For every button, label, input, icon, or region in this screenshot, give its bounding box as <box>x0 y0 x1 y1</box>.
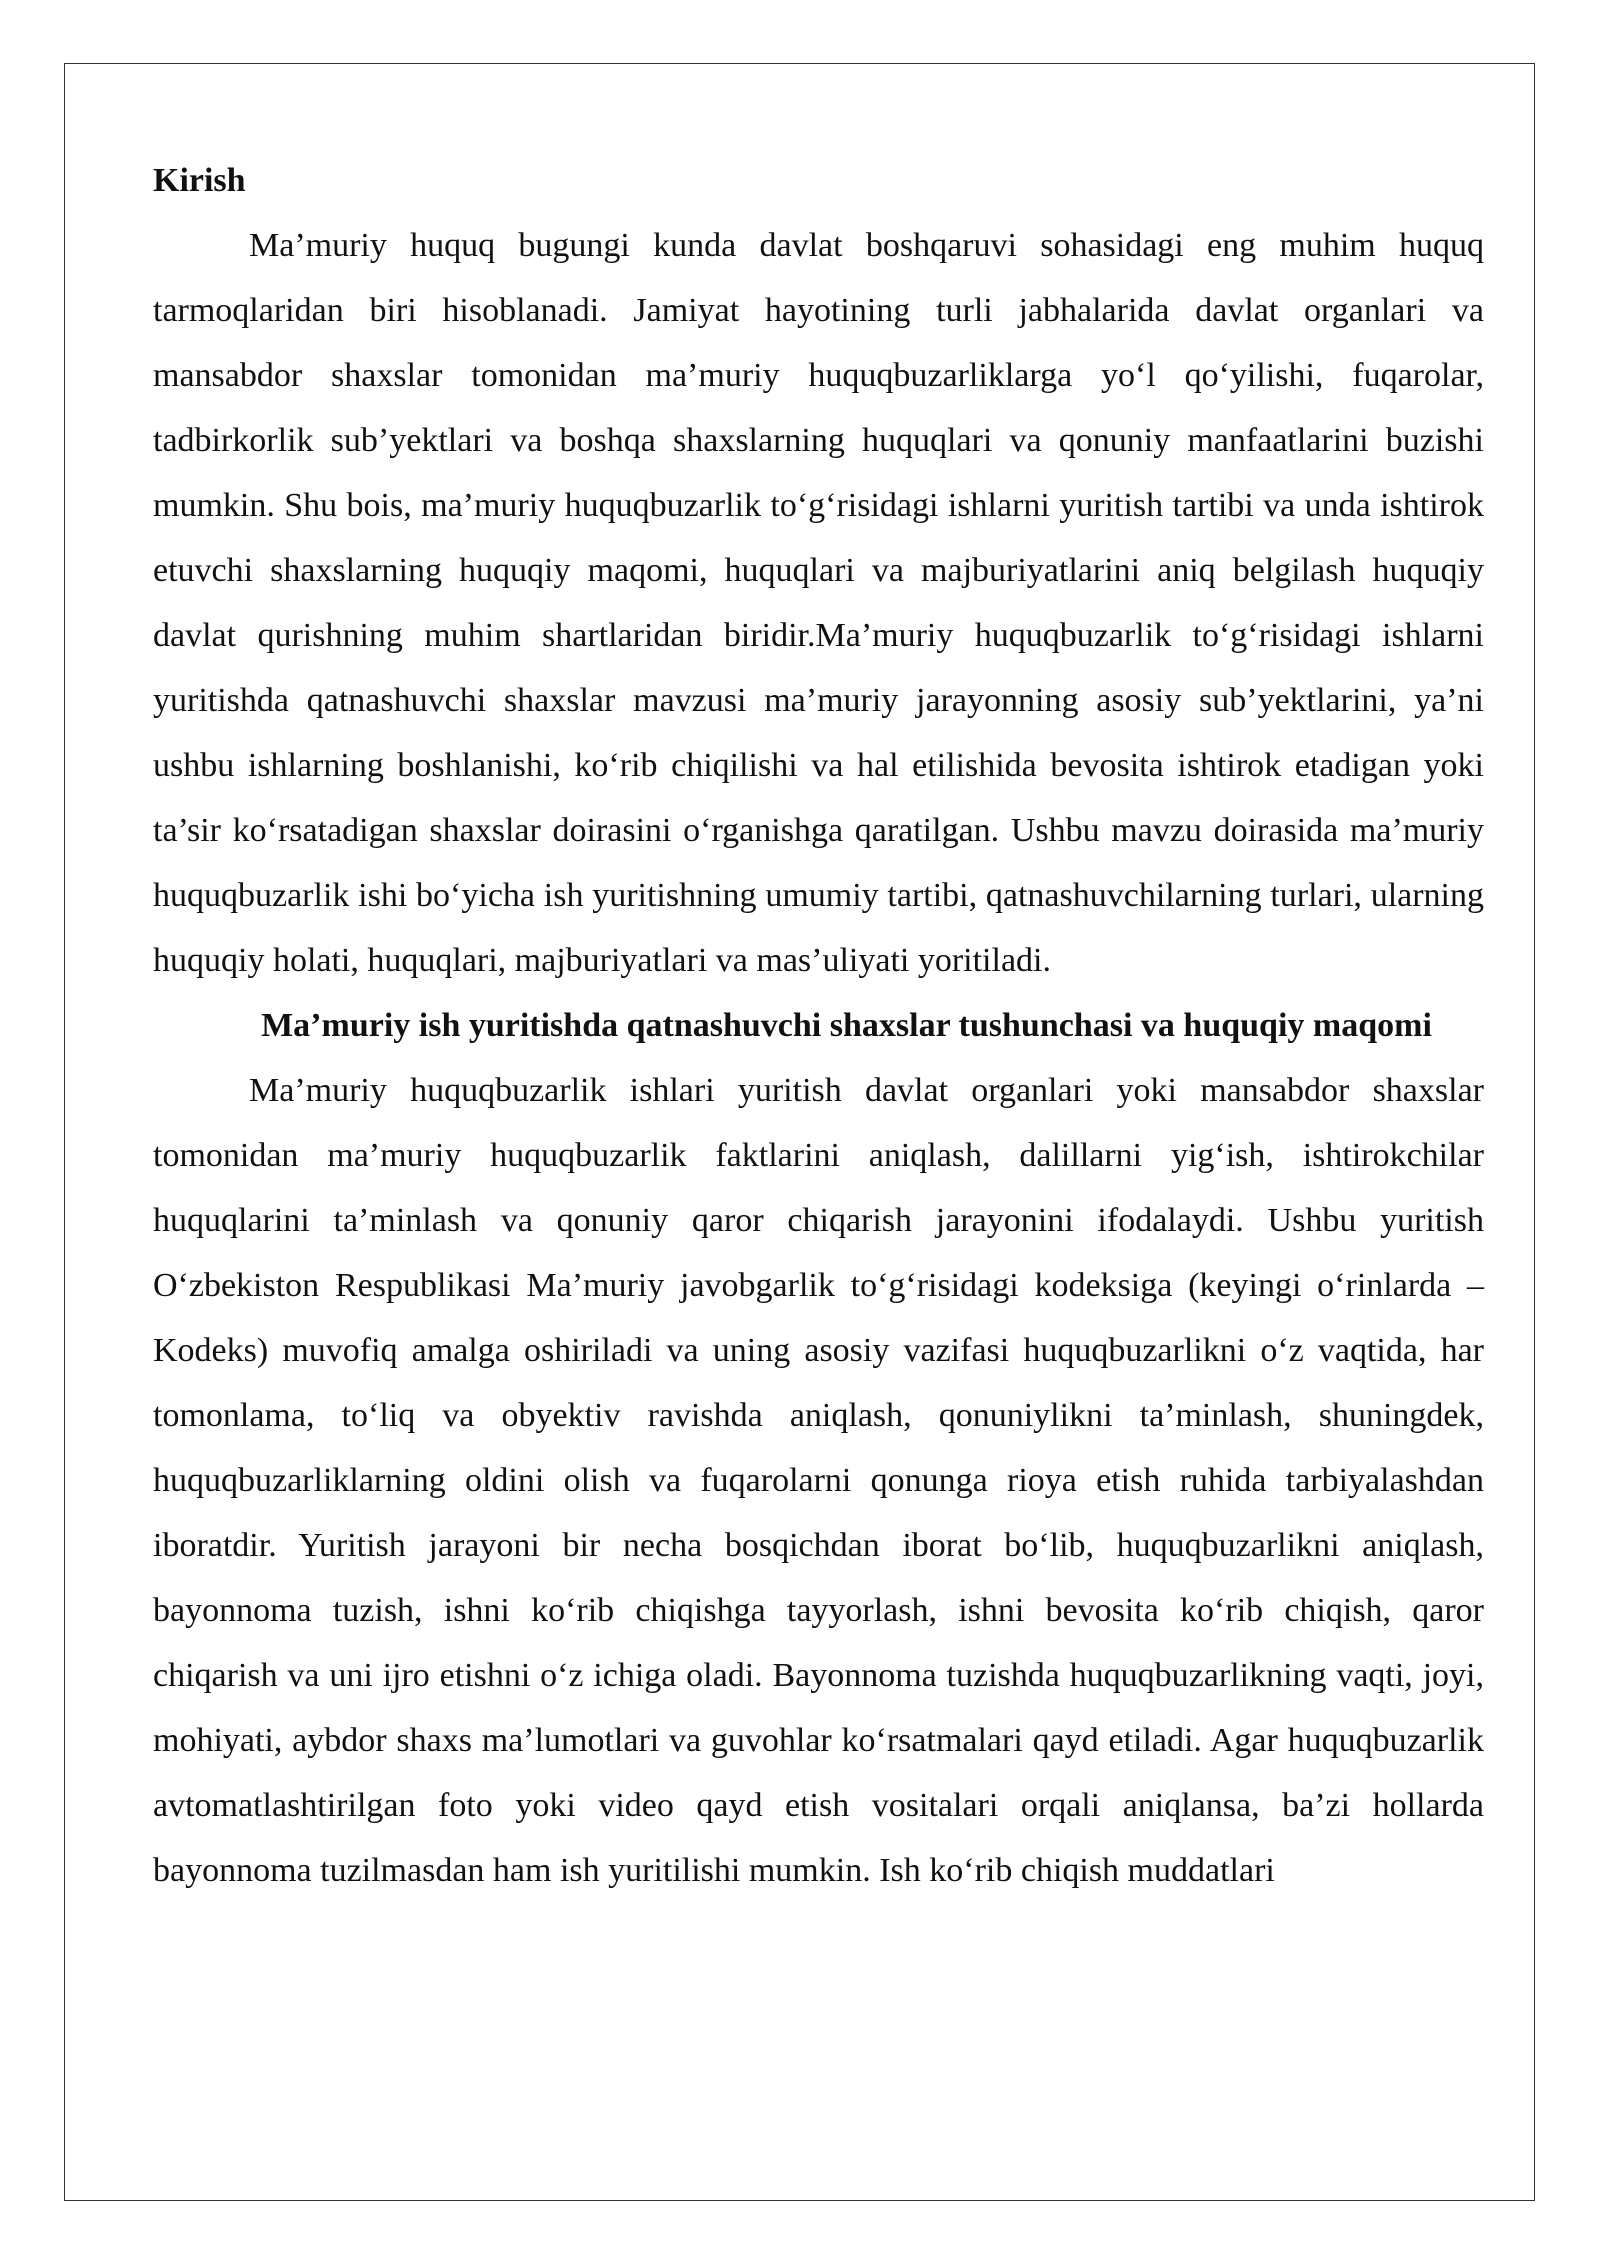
intro-heading: Kirish <box>153 162 246 199</box>
intro-paragraph: Ma’muriy huquq bugungi kunda davlat boshqaruvi sohasidagi eng muhim huquq tarmoqlaridan biri hisoblanadi. Jamiyat hayotining turli jabhalarida davlat organlari va mansabdor shaxslar tomonidan ma’muriy huquqbuzarliklarga yo‘l qo‘yilishi, fuqarolar, tadbirkorlik sub’yektlari va boshqa shaxslarning huquqlari va qonuniy manfaatlarini buzishi mumkin. Shu bois, ma’muriy huquqbuzarlik to‘g‘risidagi ishlarni yuritish tartibi va unda ishtirok etuvchi shaxslarning huquqiy maqomi, huquqlari va majburiyatlarini aniq belgilash huquqiy davlat qurishning muhim shartlaridan biridir.Ma’muriy huquqbuzarlik to‘g‘risidagi ishlarni yuritishda qatnashuvchi shaxslar mavzusi ma’muriy jarayonning asosiy sub’yektlarini, ya’ni ushbu ishlarning boshlanishi, ko‘rib chiqilishi va hal etilishida bevosita ishtirok etadigan yoki ta’sir ko‘rsatadigan shaxslar doirasini o‘rganishga qaratilgan. Ushbu mavzu doirasida ma’muriy huquqbuzarlik ishi bo‘yicha ish yuritishning umumiy tartibi, qatnashuvchilarning turlari, ularning huquqiy holati, huquqlari, majburiyatlari va mas’uliyati yoritiladi. <box>153 227 1484 979</box>
section-paragraph: Ma’muriy huquqbuzarlik ishlari yuritish davlat organlari yoki mansabdor shaxslar tomonidan ma’muriy huquqbuzarlik faktlarini aniqlash, dalillarni yig‘ish, ishtirokchilar huquqlarini ta’minlash va qonuniy qaror chiqarish jarayonini ifodalaydi. Ushbu yuritish O‘zbekiston Respublikasi Ma’muriy javobgarlik to‘g‘risidagi kodeksiga (keyingi o‘rinlarda – Kodeks) muvofiq amalga oshiriladi va uning asosiy vazifasi huquqbuzarlikni o‘z vaqtida, har tomonlama, to‘liq va obyektiv ravishda aniqlash, qonuniylikni ta’minlash, shuningdek, huquqbuzarliklarning oldini olish va fuqarolarni qonunga rioya etish ruhida tarbiyalashdan iboratdir. Yuritish jarayoni bir necha bosqichdan iborat bo‘lib, huquqbuzarlikni aniqlash, bayonnoma tuzish, ishni ko‘rib chiqishga tayyorlash, ishni bevosita ko‘rib chiqish, qaror chiqarish va uni ijro etishni o‘z ichiga oladi. Bayonnoma tuzishda huquqbuzarlikning vaqti, joyi, mohiyati, aybdor shaxs ma’lumotlari va guvohlar ko‘rsatmalari qayd etiladi. Agar huquqbuzarlik avtomatlashtirilgan foto yoki video qayd etish vositalari orqali aniqlansa, ba’zi hollarda bayonnoma tuzilmasdan ham ish yuritilishi mumkin. Ish ko‘rib chiqish muddatlari <box>153 1072 1484 1889</box>
section-heading: Ma’muriy ish yuritishda qatnashuvchi shaxslar tushunchasi va huquqiy maqomi <box>261 1007 1432 1044</box>
document-body <box>153 148 1484 1903</box>
